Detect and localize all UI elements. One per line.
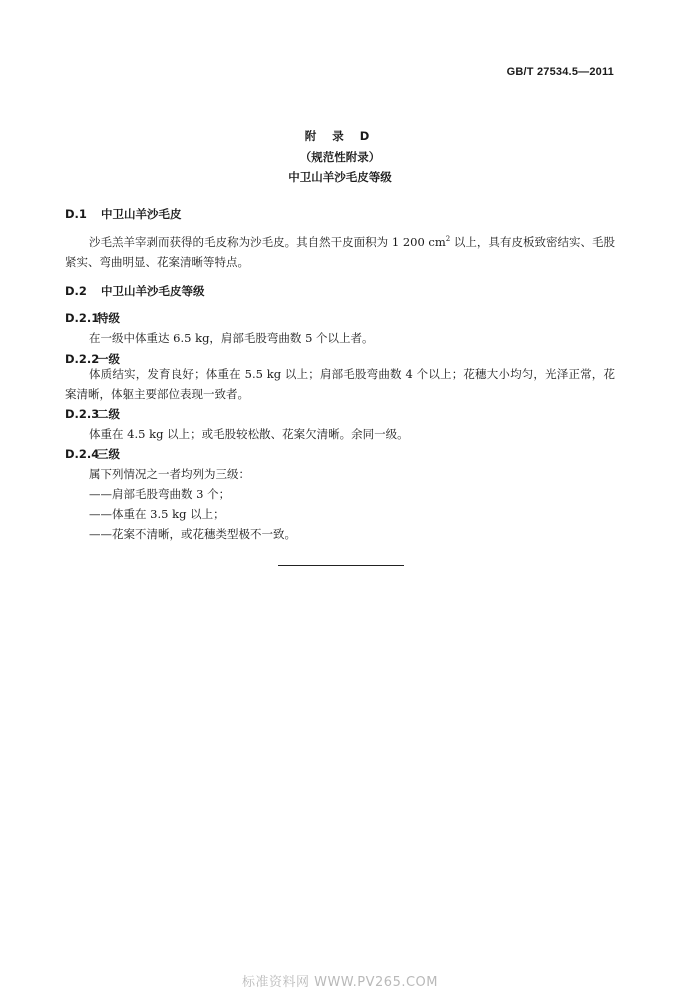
section-d2-heading — [65, 283, 205, 299]
watermark: 标准资料网 WWW.PV265.COM — [241, 975, 439, 990]
end-rule — [278, 565, 404, 566]
section-title: 中卫山羊沙毛皮 — [101, 207, 182, 221]
section-number: D.2.4 — [65, 447, 100, 461]
section-title: 中卫山羊沙毛皮等级 — [101, 284, 205, 298]
list-item: ——花案不清晰，或花穗类型极不一致。 — [89, 527, 296, 541]
section-d1-body — [65, 232, 615, 272]
standard-code: GB/T 27534.5—2011 — [506, 66, 614, 78]
section-number: D.2.3 — [65, 407, 100, 421]
annex-note: （规范性附录） — [299, 150, 381, 164]
list-item: ——体重在 3.5 kg 以上； — [89, 507, 225, 521]
section-title: 一级 — [97, 352, 120, 366]
body-text: 沙毛羔羊宰剥而获得的毛皮称为沙毛皮。其自然干皮面积为 1 200 cm — [89, 235, 446, 249]
section-d22-body: 体质结实，发育良好；体重在 5.5 kg 以上；肩部毛股弯曲数 4 个以上；花穗大小均匀，光泽正常，花案清晰，体躯主要部位表现一致者。 — [65, 367, 615, 401]
section-title: 特级 — [97, 311, 120, 325]
section-number: D.2 — [65, 284, 87, 298]
section-number: D.2.2 — [65, 352, 100, 366]
section-d24-heading — [65, 446, 120, 462]
section-d1-heading — [65, 206, 182, 222]
section-d23-body: 体重在 4.5 kg 以上；或毛股较松散、花案欠清晰。余同一级。 — [89, 427, 409, 441]
superscript: 2 — [445, 235, 451, 244]
list-item: ——肩部毛股弯曲数 3 个； — [89, 487, 231, 501]
section-number: D.2.1 — [65, 311, 100, 325]
section-number: D.1 — [65, 207, 87, 221]
annex-title: 附 录 D — [304, 129, 376, 143]
section-d21-heading — [65, 310, 120, 326]
section-d24-intro: 属下列情况之一者均列为三级： — [89, 467, 250, 481]
section-title: 三级 — [97, 447, 120, 461]
body-text: 以上，具有皮板致密结实、毛股紧实、弯曲明显、花案清晰等特点。 — [65, 235, 616, 269]
section-d23-heading — [65, 406, 120, 422]
section-title: 二级 — [97, 407, 120, 421]
annex-name: 中卫山羊沙毛皮等级 — [288, 170, 392, 184]
section-d21-body: 在一级中体重达 6.5 kg，肩部毛股弯曲数 5 个以上者。 — [89, 331, 374, 345]
